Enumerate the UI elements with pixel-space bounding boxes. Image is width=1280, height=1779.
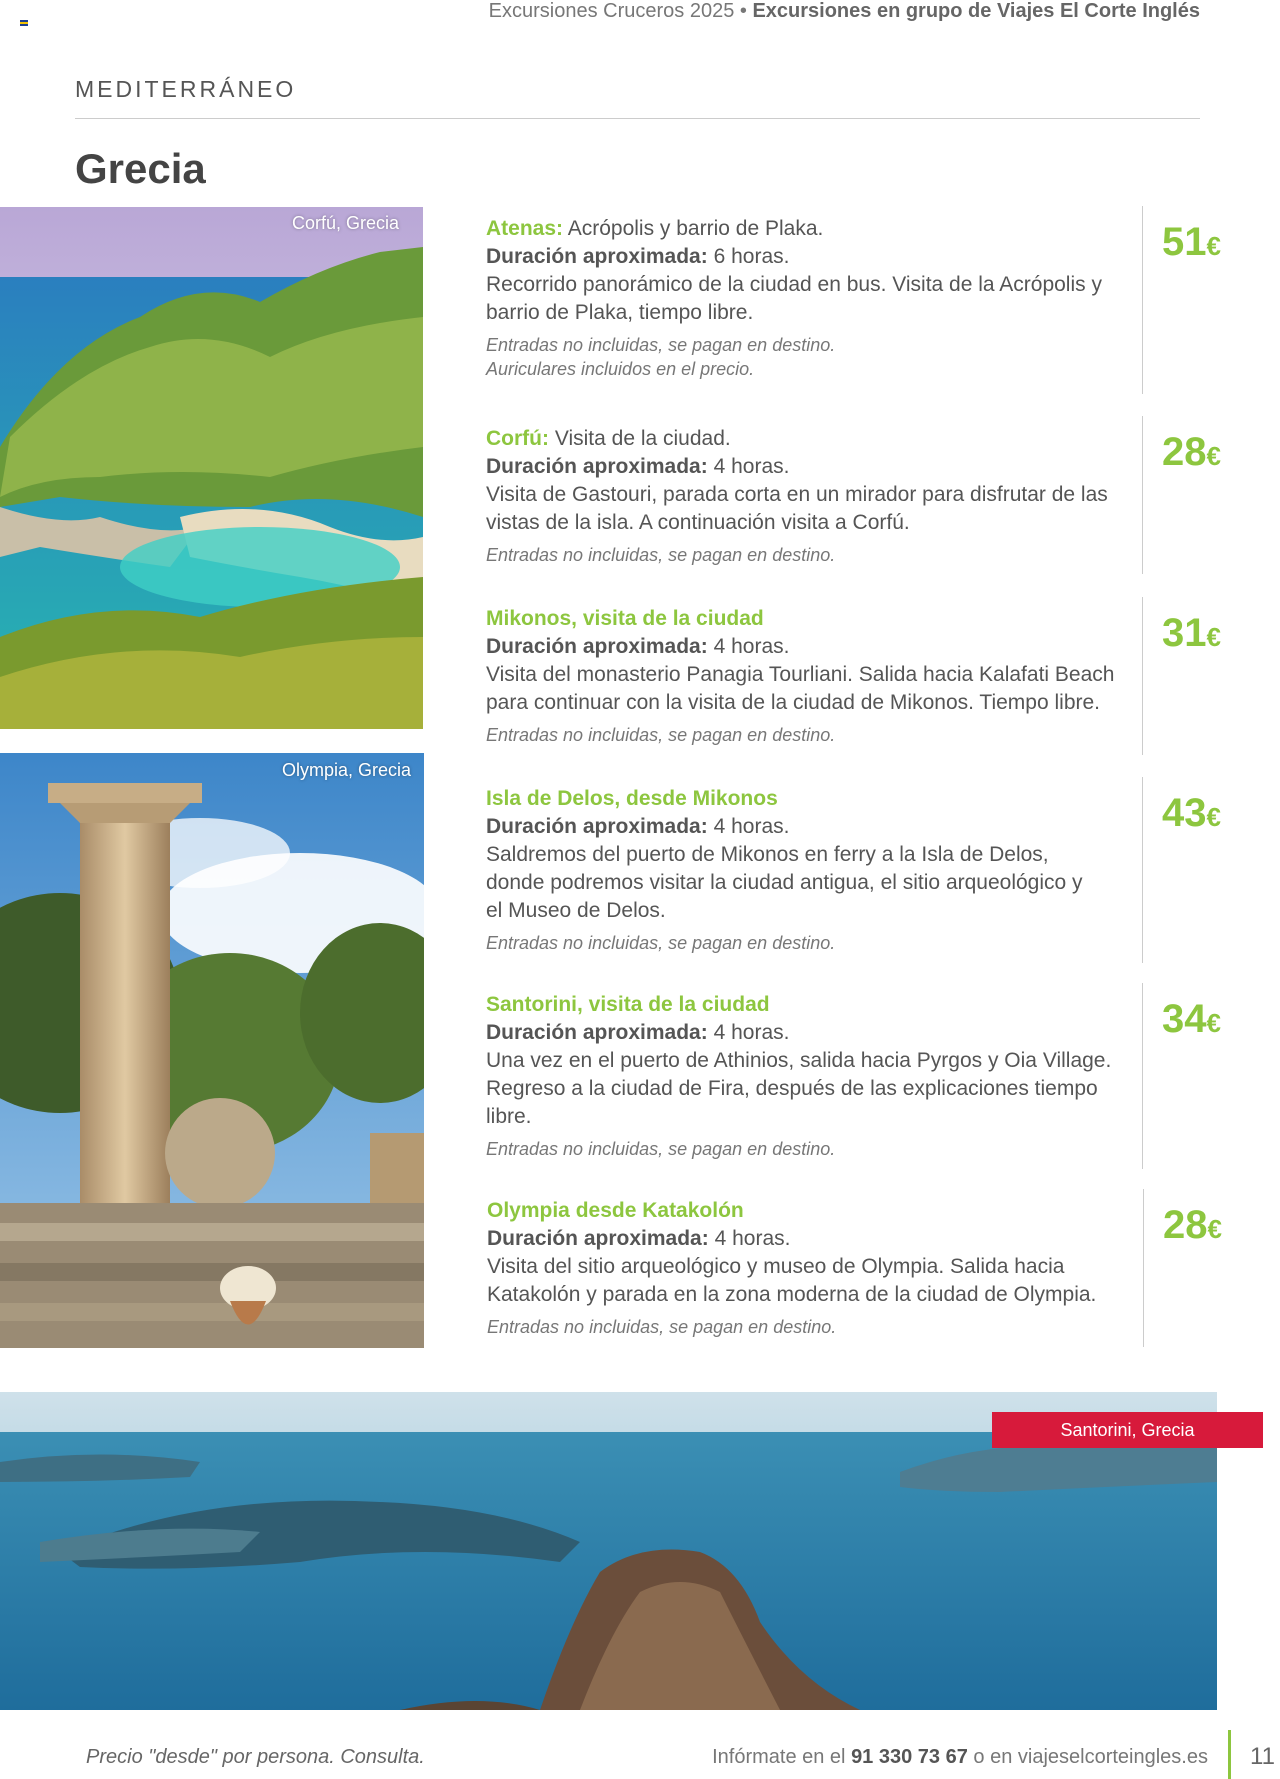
tour-note: Entradas no incluidas, se pagan en destino. [486,1139,836,1159]
tour-description: Visita de Gastouri, parada corta en un mirador para disfrutar de las vistas de la isla. A continuación visita a Corfú. [486,483,1108,534]
duration-value: 4 horas. [713,635,790,658]
price: 28€ [1162,430,1221,474]
header-prefix: Excursiones Cruceros 2025 • [488,0,747,22]
price-disclaimer: Precio "desde" por persona. Consulta. [86,1746,425,1768]
tour-title: Mikonos, visita de la ciudad [486,607,764,630]
tour-corfu [486,425,1146,567]
santorini-caption: Santorini, Grecia [992,1412,1263,1448]
duration-label: Duración aproximada: [486,635,708,658]
tour-note: Entradas no incluidas, se pagan en destino. [487,1317,837,1337]
duration-label: Duración aproximada: [487,1227,709,1250]
header-brand: Excursiones en grupo de Viajes El Corte Inglés [752,0,1200,22]
tour-title: Corfú: [486,427,549,450]
duration-label: Duración aproximada: [486,245,708,268]
flag-icon [20,20,28,26]
corfu-photo [0,207,423,729]
tour-delos [486,785,1146,955]
duration-value: 4 horas. [714,1227,791,1250]
corfu-caption: Corfú, Grecia [292,213,400,233]
tour-subtitle: Acrópolis y barrio de Plaka. [567,217,824,240]
duration-value: 4 horas. [713,1021,790,1044]
price: 34€ [1162,997,1221,1041]
price-column [1142,777,1221,963]
price: 43€ [1162,791,1221,835]
section-divider [75,118,1200,119]
tour-title: Isla de Delos, desde Mikonos [486,787,778,810]
tour-description: Recorrido panorámico de la ciudad en bus. Visita de la Acrópolis y barrio de Plaka, tiempo libre. [486,273,1102,324]
page-number: 11 [1250,1743,1275,1770]
price-column [1142,206,1221,394]
olympia-photo [0,753,424,1348]
duration-label: Duración aproximada: [486,455,708,478]
tour-note: Entradas no incluidas, se pagan en destino. [486,545,836,565]
phone-number: 91 330 73 67 [851,1746,968,1768]
tour-santorini [486,991,1146,1161]
tour-title: Olympia desde Katakolón [487,1199,744,1222]
tour-subtitle: Visita de la ciudad. [554,427,731,450]
tour-athens [486,215,1146,381]
tour-description: Saldremos del puerto de Mikonos en ferry a la Isla de Delos, donde podremos visitar la ciudad antigua, el sitio arqueológico y el Museo de Delos. [486,843,1083,922]
page-title: Grecia [75,145,206,192]
tour-note: Entradas no incluidas, se pagan en destino. Auriculares incluidos en el precio. [486,335,836,379]
tour-note: Entradas no incluidas, se pagan en destino. [486,933,836,953]
price: 51€ [1162,220,1221,264]
page-header [489,0,1200,23]
price: 31€ [1162,611,1221,655]
tour-description: Una vez en el puerto de Athinios, salida hacia Pyrgos y Oia Village. Regreso a la ciudad de Fira, después de las explicaciones tiempo libre. [486,1049,1112,1128]
contact-info: Infórmate en el 91 330 73 67 o en viajeselcorteingles.es [712,1746,1208,1768]
tour-note: Entradas no incluidas, se pagan en destino. [486,725,836,745]
tour-description: Visita del sitio arqueológico y museo de Olympia. Salida hacia Katakolón y parada en la zona moderna de la ciudad de Olympia. [487,1255,1097,1306]
tour-mikonos [486,605,1146,747]
price-column [1142,416,1221,574]
footer-divider [1228,1730,1231,1779]
duration-label: Duración aproximada: [486,1021,708,1044]
price: 28€ [1163,1203,1222,1247]
tour-title: Santorini, visita de la ciudad [486,993,770,1016]
olympia-caption: Olympia, Grecia [282,760,412,780]
tour-description: Visita del monasterio Panagia Tourliani. Salida hacia Kalafati Beach para continuar con la visita de la ciudad de Mikonos. Tiempo libre. [486,663,1115,714]
price-column [1143,1189,1222,1347]
price-column [1142,983,1221,1169]
tour-title: Atenas: [486,217,564,240]
duration-value: 6 horas. [713,245,790,268]
price-column [1142,597,1221,755]
section-label: MEDITERRÁNEO [75,76,297,102]
tour-olympia [487,1197,1147,1339]
duration-value: 4 horas. [713,815,790,838]
duration-label: Duración aproximada: [486,815,708,838]
duration-value: 4 horas. [713,455,790,478]
